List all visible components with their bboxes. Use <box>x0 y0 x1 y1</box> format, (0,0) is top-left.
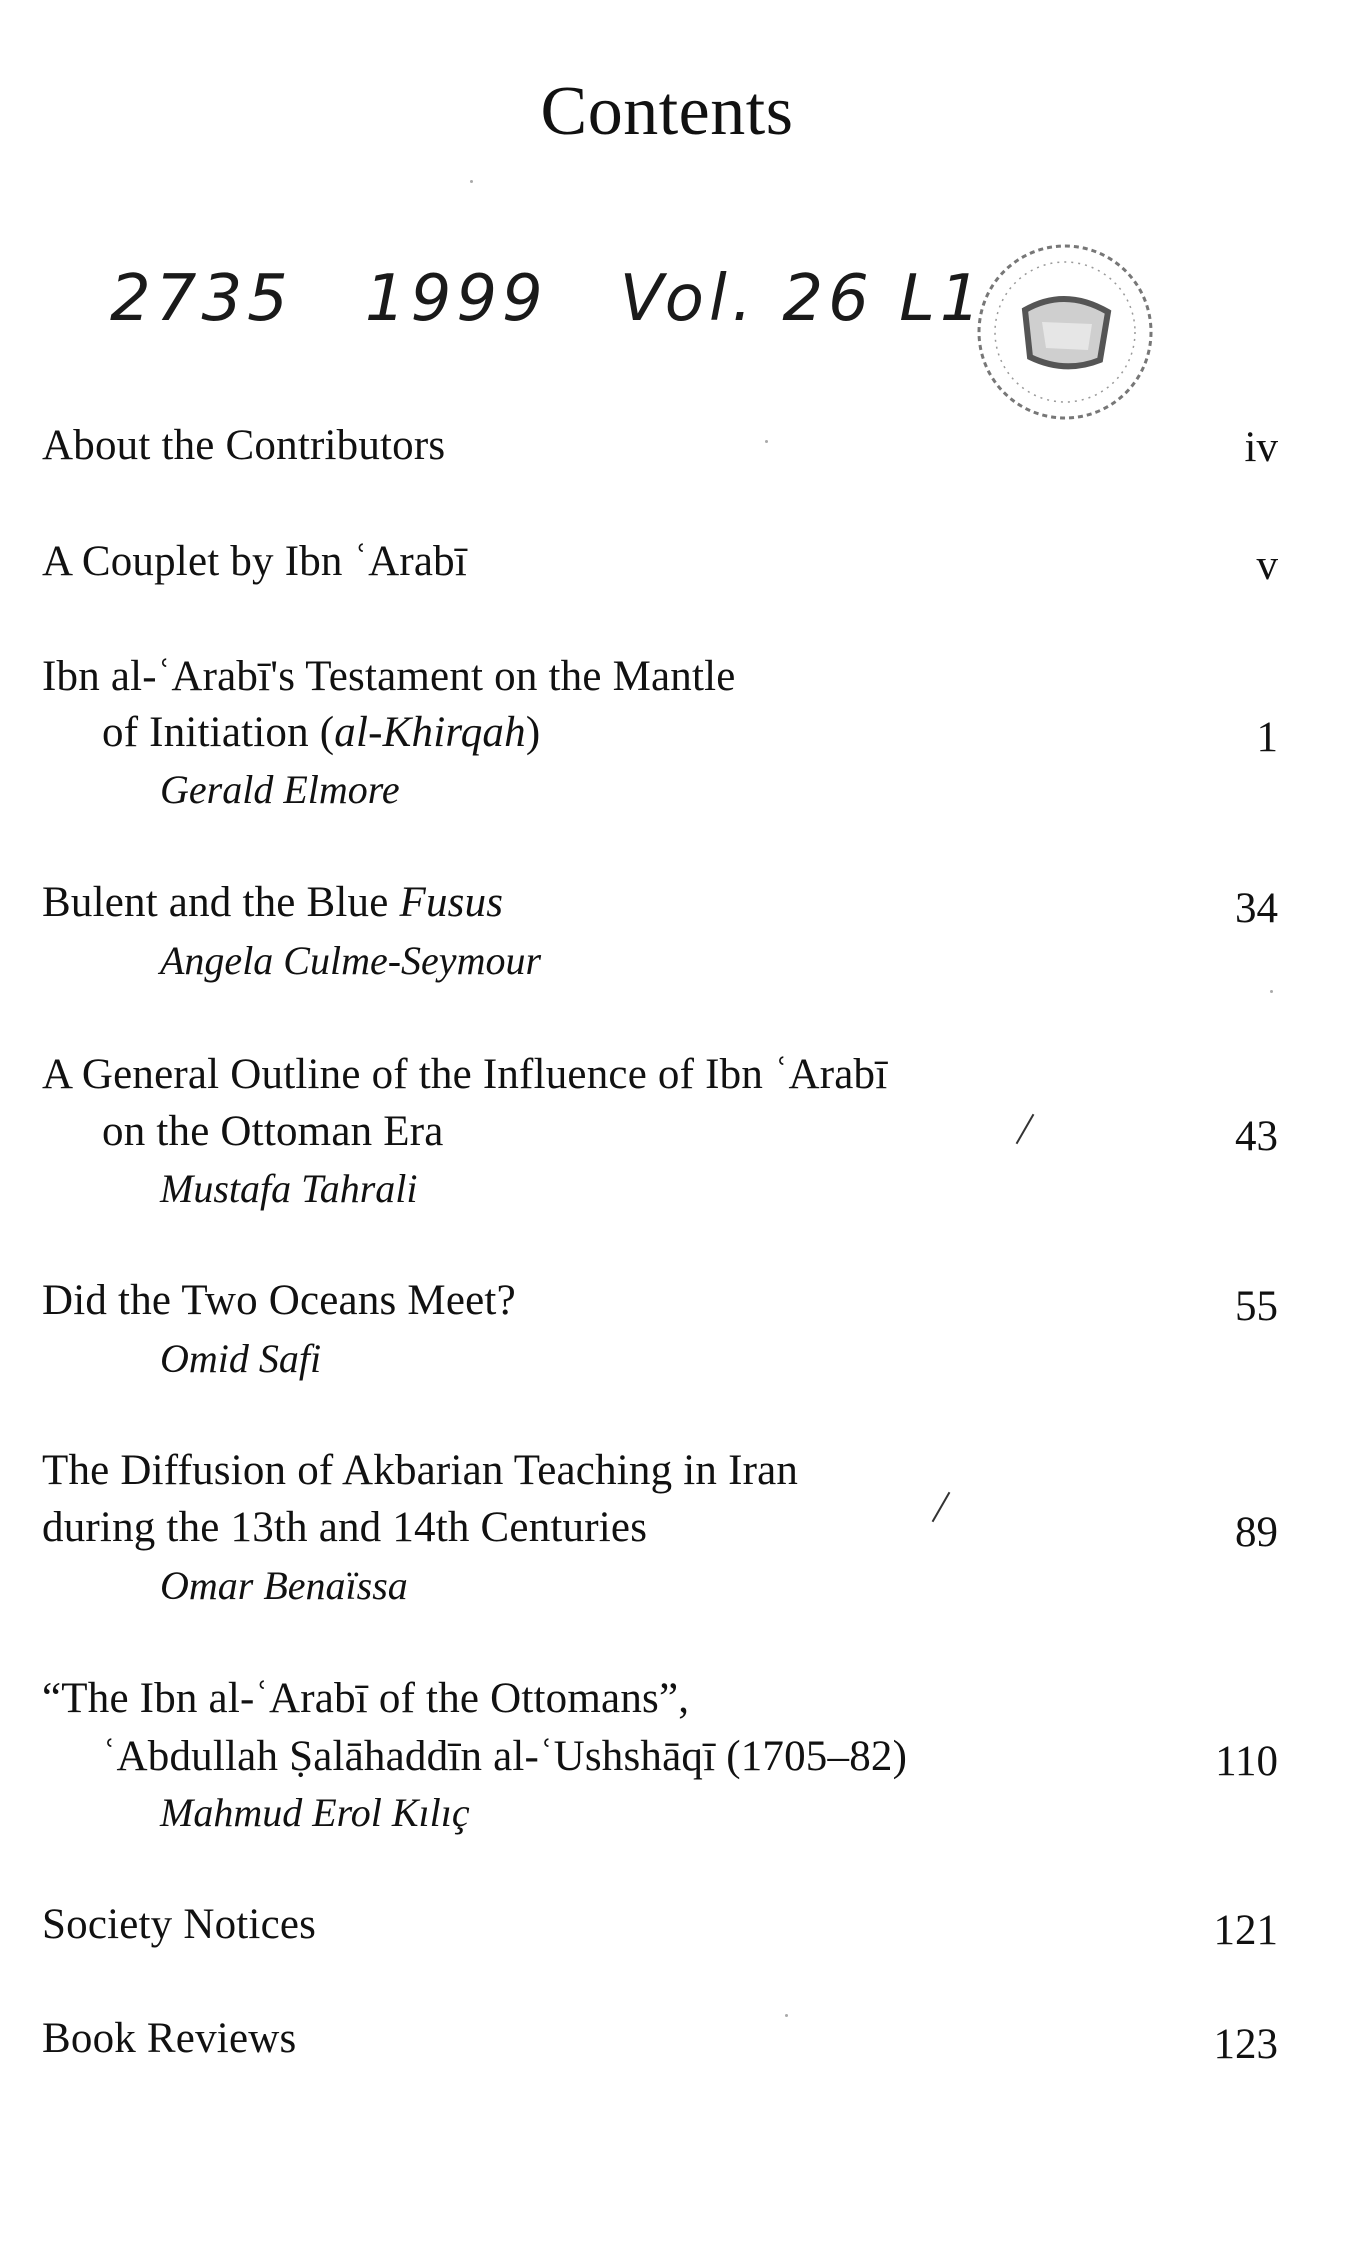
toc-entry-title: About the Contributors <box>42 422 446 469</box>
handwritten-volume: Vol. 26 L1 <box>619 262 986 336</box>
toc-entry-title-continued: during the 13th and 14th Centuries <box>42 1504 648 1551</box>
toc-page-number: 123 <box>1213 2021 1278 2068</box>
handwritten-year: 1999 <box>364 262 548 336</box>
scan-speck <box>785 2014 788 2017</box>
scan-speck <box>470 180 473 183</box>
toc-entry-author: Mahmud Erol Kılıç <box>160 1790 470 1835</box>
toc-entry-title <box>42 878 503 927</box>
toc-entry-author: Gerald Elmore <box>160 767 400 812</box>
toc-entry-author: Angela Culme-Seymour <box>160 938 542 983</box>
toc-page-number: 55 <box>1235 1283 1278 1330</box>
toc-entry-author: Omar Benaïssa <box>160 1563 408 1608</box>
toc-entry-title-text: of Initiation <box>102 709 320 756</box>
toc-entry-title: The Diffusion of Akbarian Teaching in Iran <box>42 1447 799 1494</box>
toc-page-number: iv <box>1244 424 1278 471</box>
toc-page-number: 34 <box>1235 885 1278 932</box>
toc-page-number: 43 <box>1235 1113 1278 1160</box>
toc-entry-title: Society Notices <box>42 1901 317 1948</box>
handwritten-number: 2735 <box>110 262 293 336</box>
toc-entry-title: Ibn al-ʿArabī's Testament on the Mantle <box>42 653 736 700</box>
page-title: Contents <box>540 73 794 150</box>
scan-speck <box>765 440 768 443</box>
toc-entry-author: Mustafa Tahrali <box>160 1166 418 1211</box>
toc-entry-title-text: Bulent and the Blue <box>42 879 400 926</box>
toc-entry-author: Omid Safi <box>160 1336 322 1381</box>
toc-entry-title-italic: al-Khirqah <box>334 709 526 756</box>
toc-entry-title-italic: Fusus <box>399 879 504 926</box>
toc-entry-title: “The Ibn al-ʿArabī of the Ottomans”, <box>42 1675 690 1722</box>
toc-entry-title-continued: on the Ottoman Era <box>102 1108 444 1155</box>
toc-page-number: 89 <box>1235 1509 1278 1556</box>
toc-entry-title: A Couplet by Ibn ʿArabī <box>42 538 467 585</box>
toc-entry-title: Did the Two Oceans Meet? <box>42 1277 516 1324</box>
toc-entry-title-continued: of Initiation (al-Khirqah) <box>102 709 541 756</box>
toc-page-number: 121 <box>1213 1907 1278 1954</box>
toc-page-number: v <box>1256 542 1278 589</box>
toc-entry-title: A General Outline of the Influence of Ibn ʿArabī <box>42 1051 888 1098</box>
toc-entry-title-continued: ʿAbdullah Ṣalāhaddīn al-ʿUshshāqī (1705–82) <box>102 1733 908 1780</box>
toc-page-number: 110 <box>1215 1738 1278 1785</box>
toc-entry-title: Book Reviews <box>42 2015 297 2062</box>
scan-speck <box>1270 990 1273 993</box>
toc-page-number: 1 <box>1256 714 1278 761</box>
